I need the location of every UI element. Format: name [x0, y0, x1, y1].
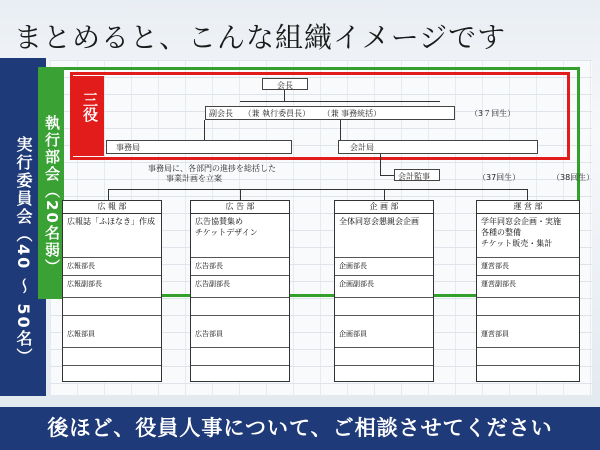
role-member: 企画部員 — [339, 330, 367, 338]
department-operations — [476, 200, 580, 382]
role-divider — [63, 275, 161, 276]
department-desc: 全体同窓会懇親会企画 — [339, 217, 419, 226]
connector-line — [380, 175, 394, 176]
auditor-box: 会計監事 — [394, 169, 440, 181]
role-divider — [191, 365, 289, 366]
plan-note: 事業計画を立案 — [166, 174, 222, 183]
role-divider — [335, 275, 433, 276]
role-divider — [63, 257, 161, 258]
role-divider — [191, 257, 289, 258]
role-divider — [477, 257, 579, 258]
vice-chair-note: （兼 執行委員長） — [243, 109, 311, 118]
auditor-note: （37回生） — [478, 173, 521, 182]
department-name: 運 営 部 — [477, 201, 579, 214]
vice-chair-label: 副会長 — [209, 109, 233, 118]
department-name: 広 報 部 — [63, 201, 161, 214]
vice-chair-note: （3７回生） — [470, 109, 516, 118]
role-divider — [477, 275, 579, 276]
role-deputy: 広報副部長 — [67, 280, 102, 288]
vice-chair-note: （兼 事務統括） — [322, 109, 382, 118]
department-planning — [334, 200, 434, 382]
connector-line — [384, 189, 385, 200]
role-deputy: 運営副部長 — [481, 280, 516, 288]
secretary-box — [106, 140, 292, 154]
role-divider — [63, 365, 161, 366]
officers-tag — [72, 76, 104, 156]
department-desc: 広告協賛集め チケットデザイン — [195, 217, 258, 237]
auditor-note: （38回生） — [552, 173, 595, 182]
role-divider — [191, 315, 289, 316]
role-divider — [477, 347, 579, 348]
footer-message: 後ほど、役員人事について、ご相談させてください — [0, 407, 600, 450]
chair-box: 会長 — [262, 78, 308, 90]
role-divider — [335, 347, 433, 348]
officers-label: 三役 — [81, 92, 99, 122]
department-name: 企 画 部 — [335, 201, 433, 214]
connector-line — [340, 120, 341, 140]
connector-line — [380, 154, 381, 176]
department-desc: 学年同窓会企画・実施 各種の整備 チケット販売・集計 — [481, 217, 561, 248]
vice-chair-box — [205, 106, 455, 120]
executive-label: 執行部会（20名弱） — [43, 115, 61, 276]
role-divider — [191, 347, 289, 348]
connector-line — [240, 189, 241, 200]
connector-line — [240, 101, 440, 102]
role-divider — [63, 315, 161, 316]
department-publicity — [62, 200, 162, 382]
role-divider — [63, 297, 161, 298]
role-divider — [477, 315, 579, 316]
role-divider — [477, 365, 579, 366]
connector-line — [527, 189, 528, 200]
executive-band — [38, 67, 64, 299]
committee-label: 実行委員会（40 ～ 50名） — [14, 136, 33, 366]
role-divider — [477, 297, 579, 298]
role-deputy: 企画副部長 — [339, 280, 374, 288]
connector-line — [108, 189, 528, 190]
connector-line — [204, 120, 205, 140]
role-divider — [335, 315, 433, 316]
secretary-label: 事務局 — [116, 143, 140, 152]
connector-line — [108, 189, 109, 200]
department-name: 広 告 部 — [191, 201, 289, 214]
treasurer-box — [338, 140, 538, 154]
role-head: 広報部長 — [67, 262, 95, 270]
role-divider — [335, 257, 433, 258]
role-head: 運営部長 — [481, 262, 509, 270]
department-desc: 広報誌「ふほなき」作成 — [67, 217, 155, 226]
treasurer-label: 会計局 — [350, 143, 374, 152]
role-head: 企画部長 — [339, 262, 367, 270]
role-member: 広報部員 — [67, 330, 95, 338]
plan-note: 事務局に、各部門の進捗を総括した — [148, 164, 276, 173]
slide-title: まとめると、こんな組織イメージです — [14, 21, 507, 54]
department-advertising — [190, 200, 290, 382]
role-member: 広告部員 — [195, 330, 223, 338]
role-head: 広告部長 — [195, 262, 223, 270]
role-deputy: 広告副部長 — [195, 280, 230, 288]
role-divider — [335, 365, 433, 366]
role-divider — [191, 275, 289, 276]
role-member: 運営部員 — [481, 330, 509, 338]
role-divider — [191, 297, 289, 298]
role-divider — [63, 347, 161, 348]
role-divider — [335, 297, 433, 298]
